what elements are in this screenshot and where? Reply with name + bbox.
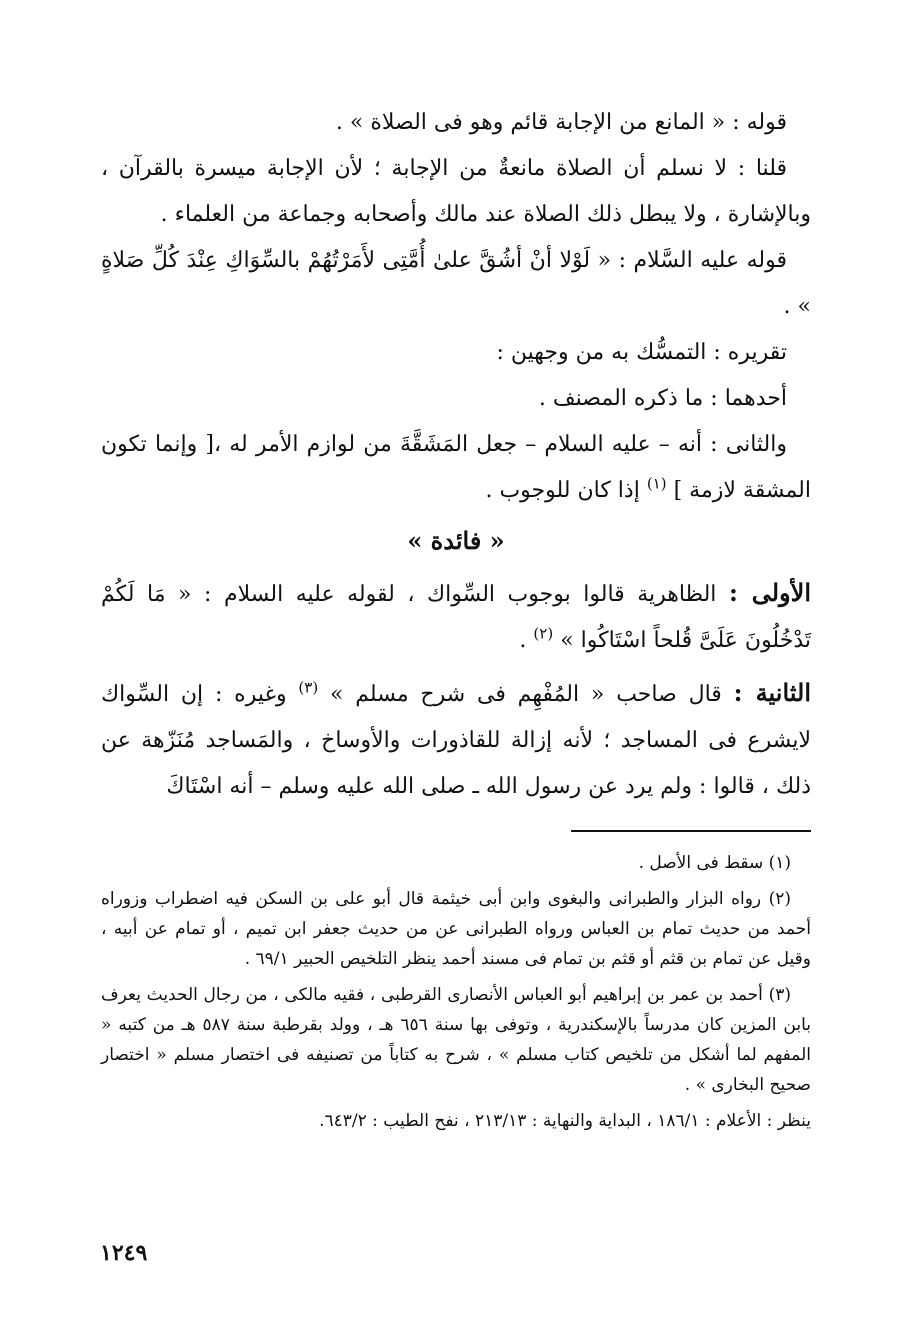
paragraph-siwak-hadith: قوله عليه السَّلام : « لَوْلا أنْ أشُقَّ علىٰ أُمَّتِى لأَمَرْتُهُمْ بالسِّوَاكِ عِنْدَ كُلِّ صَلاةٍ » . [101, 248, 811, 319]
footnote-divider [571, 830, 811, 832]
first-point-text: الظاهرية قالوا بوجوب السِّواك ، لقوله عليه السلام : « مَا لَكُمْ تَدْخُلُونَ عَلَىَّ قُلحاً اسْتَاكُوا » [101, 582, 811, 653]
paragraph-second-point [101, 670, 811, 810]
paragraph-second-aspect [101, 422, 811, 514]
second-aspect-text: والثانى : أنه – عليه السلام – جعل المَشَقَّةَ من لوازم الأمر له ،[ وإنما تكون المشقة لازمة ] [101, 432, 811, 503]
first-point-end: . [519, 628, 527, 653]
footnote-1: (١) سقط فى الأصل . [638, 853, 791, 873]
section-title: « فائدة » [407, 526, 505, 555]
second-point-text-b: وغيره : إن السِّواك لايشرع فى المساجد ؛ لأنه إزالة للقاذورات والأوساخ ، والمَساجد مُنَزّهة عن ذلك ، قالوا : ولم يرد عن رسول الله ـ صلى الله عليه وسلم – أنه اسْتَاكَ [101, 682, 811, 799]
first-point-lead: الأولى : [728, 578, 812, 607]
footnotes [101, 848, 811, 1142]
footnote-2: (٢) رواه البزار والطبرانى والبغوى وابن أبى خيثمة قال أبو على بن السكن فيه اضطراب وزوراه أحمد من حديث تمام بن العباس ورواه الطبرانى عن من حديث جعفر ابن تميم ، أو تمام عن أبيه ، وقيل عن تمام بن قثم أو قثم بن تمام فى مسند أحمد ينظر التلخيص الحبير ٦٩/١ . [101, 889, 811, 969]
paragraph-first-point [101, 570, 811, 664]
second-point-lead: الثانية : [733, 678, 811, 707]
footnote-ref-3: (٣) [298, 678, 319, 697]
paragraph-first-aspect: أحدهما : ما ذكره المصنف . [538, 386, 787, 411]
footnote-ref-2: (٢) [533, 624, 554, 643]
paragraph-quote-manie: قوله : « المانع من الإجابة قائم وهو فى الصلاة » . [335, 110, 787, 135]
footnote-3-references: ينظر : الأعلام : ١٨٦/١ ، البداية والنهاية : ٢١٣/١٣ ، نفح الطيب : ٦٤٣/٢. [319, 1111, 811, 1131]
page-number: ١٢٤٩ [100, 1240, 148, 1266]
footnote-3: (٣) أحمد بن عمر بن إبراهيم أبو العباس الأنصارى القرطبى ، فقيه مالكى ، من رجال الحديث يعرف بابن المزين كان مدرساً بالإسكندرية ، وتوفى بها سنة ٦٥٦ هـ ، وولد بقرطبة سنة ٥٨٧ هـ من كتبه « المفهم لما أشكل من تلخيص كتاب مسلم » ، شرح به كتاباً من تصنيفه فى اختصار مسلم « اختصار صحيح البخارى » . [101, 985, 811, 1095]
second-point-text-a: قال صاحب « المُفْهِم فى شرح مسلم » [330, 682, 722, 707]
second-aspect-end: إذا كان للوجوب . [485, 478, 640, 503]
main-text [101, 100, 811, 810]
paragraph-taqrir: تقريره : التمسُّك به من وجهين : [496, 340, 787, 365]
paragraph-reply: قلنا : لا نسلم أن الصلاة مانعةٌ من الإجابة ؛ لأن الإجابة ميسرة بالقرآن ، وبالإشارة ، ولا يبطل ذلك الصلاة عند مالك وأصحابه وجماعة من العلماء . [101, 156, 811, 227]
footnote-ref-1: (١) [646, 474, 667, 493]
